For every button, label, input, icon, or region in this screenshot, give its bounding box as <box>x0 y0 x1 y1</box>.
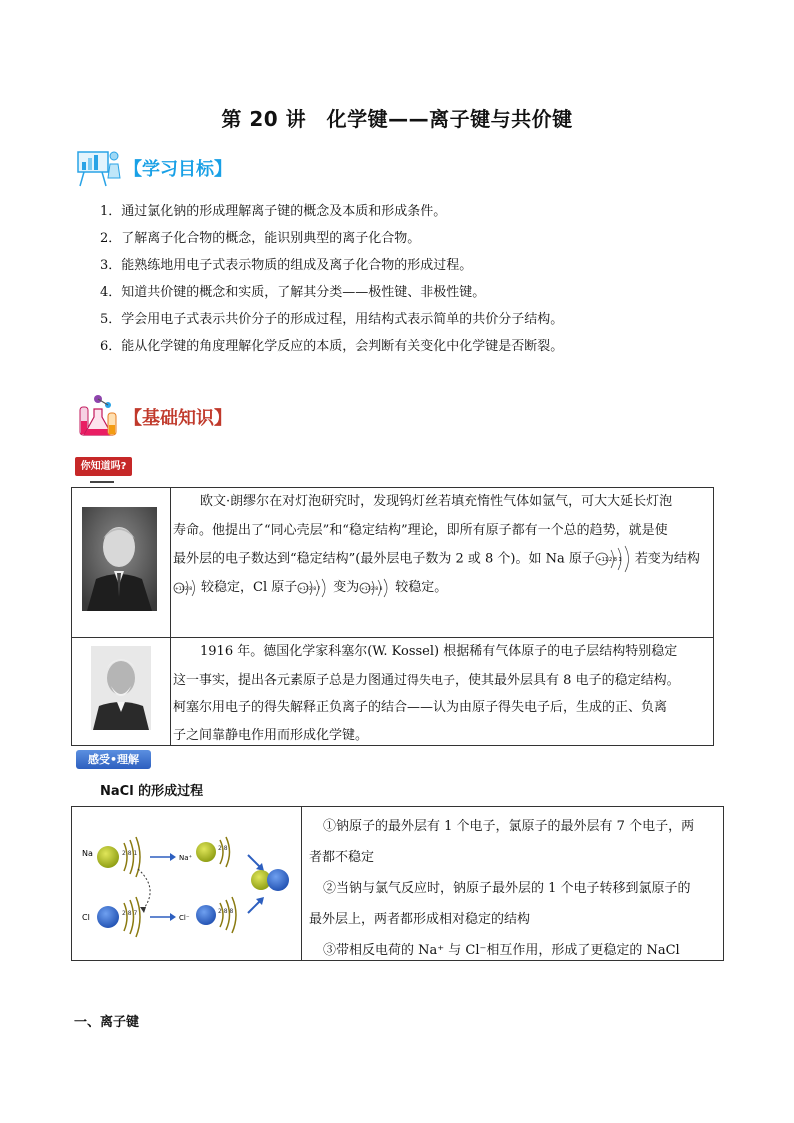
langmuir-text <box>171 488 711 603</box>
kossel-text-fragment: ，使其最外层具有 8 电子的稳定结构。 <box>455 672 680 688</box>
kossel-line: 子之间靠静电作用而形成化学键。 <box>173 727 369 743</box>
lab-flask-icon <box>74 393 122 441</box>
svg-text:2 8: 2 8 <box>185 586 193 592</box>
nacl-table <box>71 806 724 961</box>
cl-minus-label: Cl⁻ <box>179 914 190 922</box>
goal-item: 4．知道共价键的概念和实质，了解其分类——极性键、非极性键。 <box>100 285 486 300</box>
nacl-explanation-cell <box>303 807 721 966</box>
cl-label: Cl <box>82 913 90 922</box>
kossel-handwritten-fragment: 得失电子 <box>407 672 456 687</box>
nacl-point: ③带相反电荷的 Na⁺ 与 Cl⁻相互作用，形成了更稳定的 NaCl <box>323 943 680 958</box>
na-atom-diagram <box>595 544 635 574</box>
nacl-point: ①钠原子的最外层有 1 个电子，氯原子的最外层有 7 个电子，两 <box>323 819 695 834</box>
langmuir-text-fragment: 变为 <box>333 580 360 595</box>
cl-ion-diagram <box>359 577 395 599</box>
svg-text:2 8 8: 2 8 8 <box>218 908 234 915</box>
goals-list <box>100 198 563 360</box>
kossel-line <box>173 667 709 695</box>
nacl-diagram-cell <box>72 807 302 960</box>
kossel-line: 1916 年。德国化学家科塞尔(W. Kossel) 根据稀有气体原子的电子层结构特别稳定 <box>200 644 678 659</box>
svg-text:+17: +17 <box>361 586 371 592</box>
kossel-line: 柯塞尔用电子的得失解释正负离子的结合——认为由原子得失电子后，生成的正、负离 <box>173 700 668 715</box>
nacl-point: ②当钠与氯气反应时，钠原子最外层的 1 个电子转移到氯原子的 <box>323 881 691 896</box>
section-ionic-bond-heading: 一、离子键 <box>74 1015 140 1030</box>
langmuir-row <box>72 488 713 638</box>
page-title: 第 20 讲 化学键——离子键与共价键 <box>221 107 573 131</box>
cl-atom-diagram <box>297 577 333 599</box>
langmuir-text-fragment: 较稳定，Cl 原子 <box>201 580 298 595</box>
cl-ion <box>196 905 216 925</box>
svg-text:2 8 7: 2 8 7 <box>122 910 138 917</box>
goals-section-header <box>74 148 232 188</box>
badge-stand <box>90 476 114 483</box>
presentation-board-icon <box>74 148 122 188</box>
langmuir-line: 欧文·朗缪尔在对灯泡研究时，发现钨灯丝若填充惰性气体如氩气，可大大延长灯泡 <box>200 494 673 509</box>
nacl-point: 最外层上，两者都形成相对稳定的结构 <box>309 912 531 927</box>
goal-item: 6．能从化学键的角度理解化学反应的本质，会判断有关变化中化学键是否断裂。 <box>100 339 564 354</box>
na-ion-diagram <box>173 577 201 599</box>
goal-item: 5．学会用电子式表示共价分子的形成过程，用结构式表示简单的共价分子结构。 <box>100 312 564 327</box>
svg-text:2 8 1: 2 8 1 <box>122 850 138 857</box>
goal-item: 2．了解离子化合物的概念，能识别典型的离子化合物。 <box>100 231 421 246</box>
kossel-text-fragment: 这一事实，提出各元素原子总是力图通过 <box>173 672 408 688</box>
goal-item: 3．能熟练地用电子式表示物质的组成及离子化合物的形成过程。 <box>100 258 473 273</box>
langmuir-text-fragment: 最外层的电子数达到“稳定结构”(最外层电子数为 2 或 8 个)。如 Na 原子 <box>173 551 595 567</box>
nacl-point: 者都不稳定 <box>309 850 375 865</box>
na-ion <box>196 842 216 862</box>
nacl-formation-diagram <box>72 807 301 960</box>
langmuir-line <box>173 544 709 574</box>
na-label: Na <box>82 849 93 858</box>
goals-header-label: 【学习目标】 <box>124 159 232 180</box>
svg-text:2 8 8: 2 8 8 <box>371 586 383 592</box>
scientists-table <box>71 487 714 746</box>
photo-cell <box>72 638 171 745</box>
did-you-know-badge: 你知道吗? <box>75 457 132 476</box>
langmuir-line <box>173 573 709 603</box>
kossel-row <box>72 638 713 745</box>
langmuir-text-fragment: 若变为结构 <box>634 551 700 567</box>
kossel-portrait <box>91 646 151 730</box>
photo-cell <box>72 488 171 637</box>
na-nucleus <box>97 846 119 868</box>
kossel-text <box>171 638 711 749</box>
svg-text:2 8: 2 8 <box>218 845 228 852</box>
langmuir-portrait <box>82 507 157 611</box>
na-plus-label: Na⁺ <box>179 854 193 862</box>
basic-section-header <box>74 393 232 441</box>
nacl-cl <box>267 869 289 891</box>
svg-text:+11: +11 <box>597 557 608 563</box>
langmuir-text-fragment: 较稳定。 <box>395 580 448 595</box>
goal-item: 1．通过氯化钠的形成理解离子键的概念及本质和形成条件。 <box>100 204 447 219</box>
svg-text:2 8 7: 2 8 7 <box>309 586 321 592</box>
cl-nucleus <box>97 906 119 928</box>
svg-text:+11: +11 <box>175 586 185 592</box>
basic-header-label: 【基础知识】 <box>124 408 232 429</box>
nacl-title: NaCl 的形成过程 <box>100 784 204 799</box>
langmuir-line: 寿命。他提出了“同心壳层”和“稳定结构”理论，即所有原子都有一个总的趋势，就是使 <box>173 522 668 538</box>
svg-text:2 8 1: 2 8 1 <box>608 557 622 563</box>
svg-text:+17: +17 <box>299 586 309 592</box>
feel-understand-badge: 感受•理解 <box>76 750 151 769</box>
